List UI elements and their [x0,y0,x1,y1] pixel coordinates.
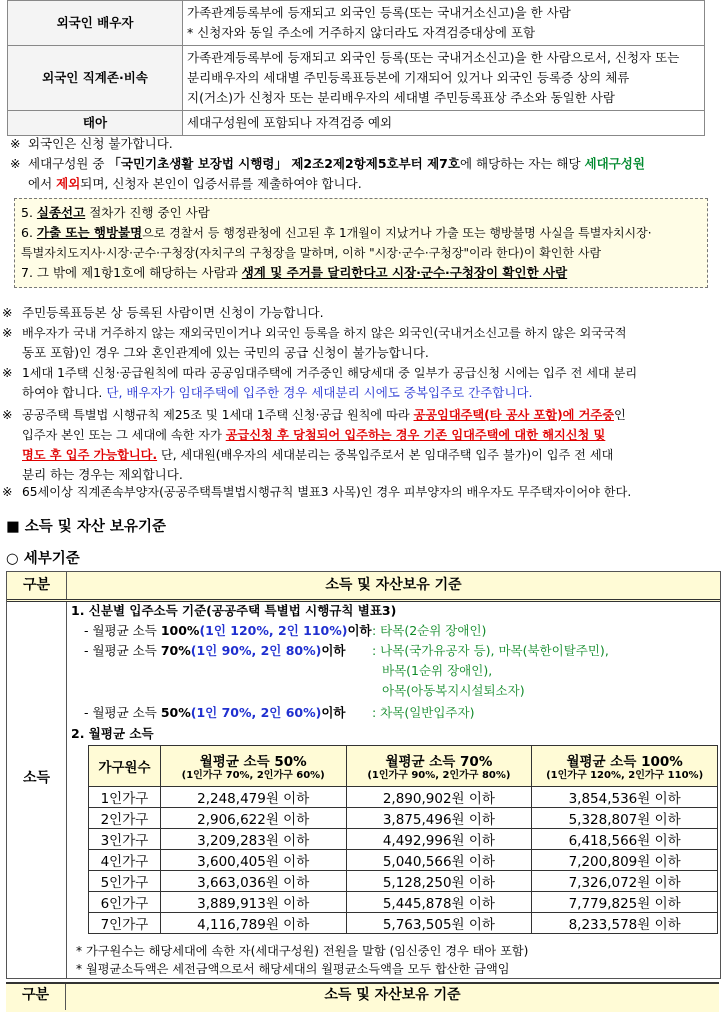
note-public-rental [2,405,720,485]
income-cell: 7,779,825원 이하 [532,892,718,913]
income-cell: 8,233,578원 이하 [532,913,718,934]
row-text: - 월평균 소득 [84,705,161,720]
row-head: 외국인 직계존·비속 [8,46,183,111]
income-100-target: : 타목(2순위 장애인) [372,623,487,638]
income-cell: 3,209,283원 이하 [160,829,346,850]
income-100-row [84,621,372,641]
row-desc [183,1,705,46]
eligibility-table [7,0,705,136]
section-title: ■ 소득 및 자산 보유기준 [6,519,166,535]
highlight-text: 명도 후 입주 가능합니다. [22,448,158,462]
header-main: 월평균 소득 70% [385,754,493,770]
income-cell: 2,248,479원 이하 [160,787,346,808]
note-text: 에서 [28,176,57,191]
table-row [8,111,705,136]
item-1-title: 1. 신분별 입주소득 기준(공공주택 특별법 시행규칙 별표3) [71,603,397,618]
row-label-cell [7,602,67,978]
income-cell: 2,906,622원 이하 [160,808,346,829]
note-text: 분리 하는 경우는 제외합니다. [22,467,183,482]
note-text: 인 [613,408,626,422]
income-cell: 5,040,566원 이하 [346,850,532,871]
criteria-item-7 [21,263,567,283]
exclusion-criteria-box [14,198,708,288]
note-mark: ※ [2,305,13,320]
income-cell: 5,328,807원 이하 [532,808,718,829]
household-size-cell: 2인가구 [89,808,161,829]
note-elderly-parent [2,482,720,502]
item-text: 절차가 진행 중인 사람 [85,205,210,220]
income-cell: 3,600,405원 이하 [160,850,346,871]
income-cell: 3,875,496원 이하 [346,808,532,829]
criteria-item-6 [21,223,652,243]
law-reference: 「국민기초생활 보장법 시행령」 제2조2제2항제5호부터 제7호 [108,156,460,171]
row-head: 외국인 배우자 [8,1,183,46]
row-desc-line: * 신청자와 동일 주소에 거주하지 않더라도 자격검증대상에 포함 [187,25,536,40]
note-exclusion [10,154,710,194]
row-text: 이하 [321,643,346,658]
highlight-text: 단, 배우자가 임대주택에 입주한 경우 세대분리 시에도 중복입주로 간주합니다. [106,385,533,400]
note-text: 동포 포함)인 경우 그와 혼인관계에 있는 국민의 공급 신청이 불가능합니다. [22,345,429,360]
footnote: * 가구원수는 해당세대에 속한 자(세대구성원) 전원을 말함 (임신중인 경우 태아 포함) [76,944,529,958]
row-desc-line: 가족관계등록부에 등재되고 외국인 등록(또는 국내거소신고)을 한 사람 [187,5,571,20]
row-head: 태아 [8,111,183,136]
note-text-line [28,154,710,174]
income-70-target: 아목(아동복지시설퇴소자) [382,683,525,698]
row-desc-line: 가족관계등록부에 등재되고 외국인 등록(또는 국내거소신고)을 한 사람으로서, 신청자 또는 [187,50,680,65]
note-mark: ※ [10,136,21,151]
header-sub: (1인가구 70%, 2인가구 60%) [181,770,325,781]
table-row [89,892,718,913]
table-row [89,808,718,829]
header-category: 구분 [6,984,66,1010]
highlight-text: 제외 [56,176,81,191]
header-category: 구분 [7,572,67,599]
table-row [89,913,718,934]
header-cell [346,746,532,787]
header-sub: (1인가구 120%, 2인가구 110%) [546,770,704,781]
income-cell: 5,128,250원 이하 [346,871,532,892]
row-desc-line: 세대구성원에 포함되나 자격검증 예외 [187,115,393,130]
highlight-text: 공급신청 후 당첨되어 입주하는 경우 기존 임대주택에 대한 해지신청 및 [225,428,606,442]
table-row [89,787,718,808]
header-criteria: 소득 및 자산보유 기준 [324,987,461,1003]
header-cell [532,746,718,787]
table-header-row [89,746,718,787]
note-spouse-abroad [2,323,720,363]
header-main: 가구원수 [98,760,151,776]
income-50-row [84,703,346,723]
note-text-line [22,425,720,445]
percent-detail: (1인 120%, 2인 110%) [199,623,348,638]
header-criteria: 소득 및 자산보유 기준 [325,577,462,593]
household-size-cell: 1인가구 [89,787,161,808]
income-cell: 4,492,996원 이하 [346,829,532,850]
header-cell [160,746,346,787]
table-row [8,46,705,111]
income-70-row [84,641,346,661]
table-row [89,871,718,892]
note-text-line [22,383,720,403]
note-text: 공공주택 특별법 시행규칙 제25조 및 1세대 1주택 신청·공급 원칙에 따라 [22,408,414,422]
row-text: - 월평균 소득 [84,643,161,658]
note-mark: ※ [2,325,13,340]
percent-detail: (1인 90%, 2인 80%) [190,643,322,658]
note-text: 입주자 본인 또는 그 세대에 속한 자가 [22,428,226,442]
note-text: 세대구성원 중 [28,156,109,171]
percent: 100% [160,623,200,638]
note-text-line [28,174,710,194]
note-text: 65세이상 직계존속부양자(공공주택특별법시행규칙 별표3 사목)인 경우 피부양자의 배우자도 무주택자이어야 한다. [22,485,632,499]
income-cell: 4,116,789원 이하 [160,913,346,934]
highlight-text: 세대구성원 [584,156,645,171]
percent: 50% [160,705,191,720]
item-2-title: 2. 월평균 소득 [71,726,154,741]
household-size-cell: 4인가구 [89,850,161,871]
percent-detail: (1인 70%, 2인 60%) [190,705,322,720]
row-text: - 월평균 소득 [84,623,161,638]
note-mark: ※ [10,156,21,171]
next-table-header [6,982,719,1012]
row-desc-line: 분리배우자의 세대별 주민등록표등본에 기재되어 있거나 외국인 등록증 상의 체류 [187,70,630,85]
note-text: 단, 세대원(배우자의 세대분리는 중복입주로서 본 임대주택 입주 불가)이 입주 전 세대 [157,448,614,462]
income-cell: 2,890,902원 이하 [346,787,532,808]
note-foreigner [10,134,710,154]
note-text: 주민등록표등본 상 등록된 사람이면 신청이 가능합니다. [22,305,324,320]
highlight-text: 가출 또는 행방불명 [36,225,143,240]
row-desc [183,111,705,136]
note-text: 1세대 1주택 신청·공급원칙에 따라 공공임대주택에 거주중인 해당세대 중 일부가 공급신청 시에는 입주 전 세대 분리 [22,366,638,380]
income-cell: 3,889,913원 이하 [160,892,346,913]
note-text-line [22,445,720,465]
table-row [8,1,705,46]
household-size-cell: 5인가구 [89,871,161,892]
household-size-cell: 6인가구 [89,892,161,913]
income-cell: 3,663,036원 이하 [160,871,346,892]
header-cell [89,746,161,787]
income-cell: 5,445,878원 이하 [346,892,532,913]
table-row [89,850,718,871]
criteria-item-6-cont: 특별자치도지사·시장·군수·구청장(자치구의 구청장을 말하며, 이하 "시장·군수·구청장"이라 한다)이 확인한 사람 [21,246,602,260]
note-text-line [22,405,720,425]
income-70-target: 바목(1순위 장애인), [382,663,493,678]
section-subtitle: ○ 세부기준 [6,551,80,567]
table-row [89,829,718,850]
highlight-text: 실종선고 [36,205,86,220]
table-header [7,572,720,602]
household-size-cell: 7인가구 [89,913,161,934]
income-70-target: : 나목(국가유공자 등), 마목(북한이탈주민), [372,643,609,658]
item-text: 으로 경찰서 등 행정관청에 신고된 후 1개월이 지났거나 가출 또는 행방불명 사실을 특별자치시장· [142,226,652,240]
row-desc-line: 지(거소)가 신청자 또는 분리배우자의 세대별 주민등록표상 주소와 동일한 사람 [187,90,615,105]
household-size-cell: 3인가구 [89,829,161,850]
note-text: 되며, 신청자 본인이 입증서류를 제출하여야 합니다. [80,176,362,191]
income-cell: 7,200,809원 이하 [532,850,718,871]
header-main: 월평균 소득 100% [566,754,683,770]
income-cell: 7,326,072원 이하 [532,871,718,892]
criteria-item-5 [21,203,210,223]
header-sub: (1인가구 90%, 2인가구 80%) [367,770,511,781]
note-mark: ※ [2,365,13,380]
row-label: 소득 [22,770,51,786]
row-desc [183,46,705,111]
item-text: 7. 그 밖에 제1항1호에 해당하는 사람과 [21,265,242,280]
income-cell: 3,854,536원 이하 [532,787,718,808]
item-number: 5. [21,205,37,220]
income-cell: 5,763,505원 이하 [346,913,532,934]
header-main: 월평균 소득 50% [199,754,307,770]
footnote: * 월평균소득액은 세전금액으로서 해당세대의 월평균소득액을 모두 합산한 금액임 [76,962,510,976]
note-text: 에 해당하는 자는 해당 [459,156,585,171]
percent: 70% [160,643,191,658]
note-text: 외국인은 신청 불가합니다. [28,136,173,151]
item-number: 6. [21,225,37,240]
monthly-income-table [88,745,718,934]
row-text: 이하 [321,705,346,720]
highlight-text: 공공임대주택(타 공사 포함)에 거주중 [413,408,614,422]
note-mark: ※ [2,407,13,422]
note-registration [2,303,720,323]
note-mark: ※ [2,484,13,499]
note-text: 하여야 합니다. [22,385,107,400]
note-one-house [2,363,720,403]
income-cell: 6,418,566원 이하 [532,829,718,850]
highlight-text: 생계 및 주거를 달리한다고 시장·군수·구청장이 확인한 사람 [241,265,568,280]
row-text: 이하 [347,623,372,638]
note-text: 배우자가 국내 거주하지 않는 재외국민이거나 외국인 등록을 하지 않은 외국인(국내거소신고를 하지 않은 외국국적 [22,326,627,340]
income-50-target: : 차목(일반입주자) [372,705,475,720]
